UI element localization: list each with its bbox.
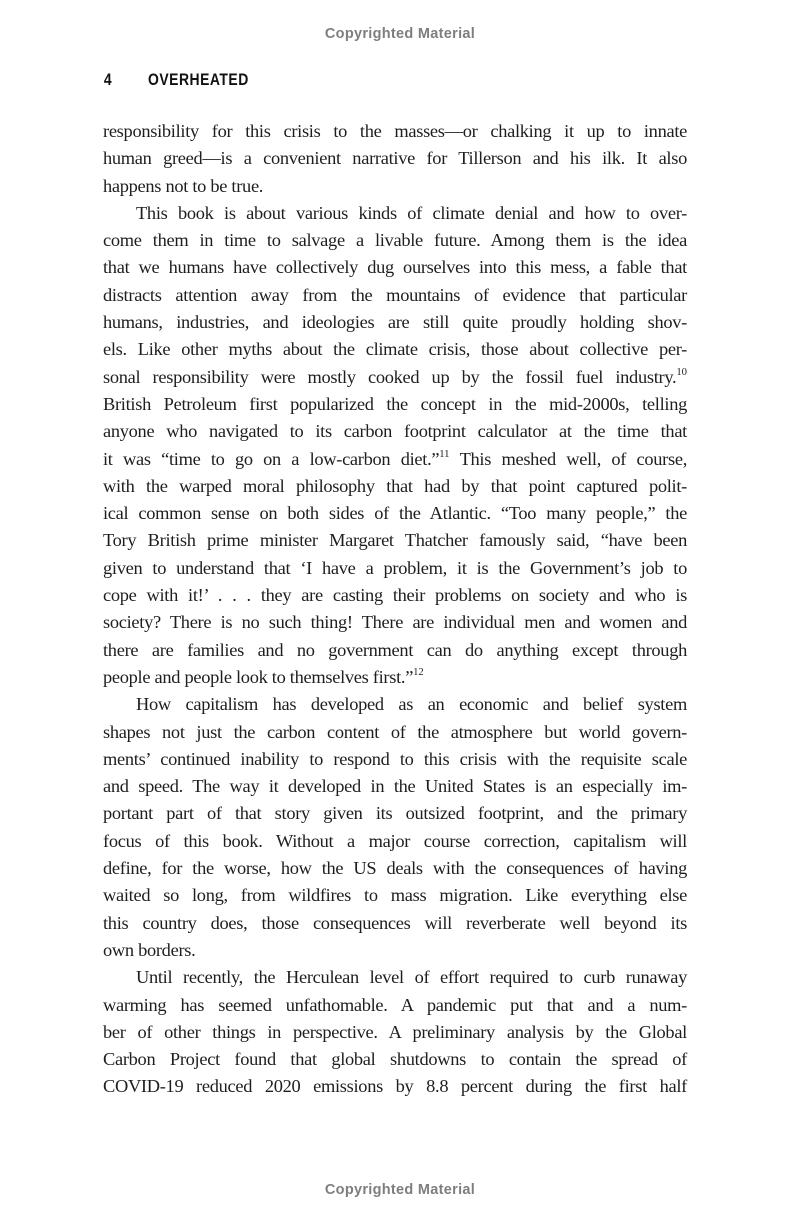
text-line [103,582,687,609]
text-segment: responsibility for this crisis to the masses—or chalking it up to innate [103,121,687,141]
text-segment: given to understand that ‘I have a problem, it is the Government’s job to [103,557,687,578]
body-text [103,118,687,1101]
text-line [103,1019,687,1046]
text-line [103,200,687,227]
text-segment: els. Like other myths about the climate crisis, those about collective per- [103,339,687,360]
text-line [103,937,687,964]
text-line [103,173,687,200]
text-segment: that we humans have collectively dug ourselves into this mess, a fable that [103,257,687,278]
text-line [103,336,687,363]
running-title: OVERHEATED [148,70,249,89]
text-line [103,992,687,1019]
text-segment: COVID-19 reduced 2020 emissions by 8.8 percent during the first half [103,1076,687,1097]
text-segment: define, for the worse, how the US deals with the consequences of having [103,858,687,879]
text-segment: British Petroleum first popularized the concept in the mid-2000s, telling [103,393,687,414]
text-line [103,746,687,773]
text-line [103,527,687,554]
text-segment: come them in time to salvage a livable future. Among them is the idea [103,230,687,251]
page-number: 4 [103,70,113,89]
paragraph [103,691,687,964]
text-segment: Until recently, the Herculean level of effort required to curb runaway [136,967,687,988]
text-line [103,364,687,391]
copyright-notice-top: Copyrighted Material [324,26,476,42]
text-line [103,828,687,855]
text-line [103,282,687,309]
text-segment: ments’ continued inability to respond to this crisis with the requisite scale [103,748,687,769]
text-line [103,446,687,473]
text-segment: happens not to be true. [103,175,264,196]
text-line [103,254,687,281]
text-line [103,609,687,636]
footnote-ref: 11 [439,447,450,460]
paragraph [103,964,687,1100]
text-line [103,664,687,691]
text-segment: How capitalism has developed as an economic and belief system [136,694,687,715]
text-line [103,500,687,527]
text-line [103,773,687,800]
text-segment: focus of this book. Without a major course correction, capitalism will [103,830,687,851]
text-segment: people and people look to themselves first.” [103,666,414,687]
text-segment: humans, industries, and ideologies are still quite proudly holding shov- [103,312,687,333]
text-segment: shapes not just the carbon content of the atmosphere but world govern- [103,721,687,742]
text-segment: ical common sense on both sides of the Atlantic. “Too many people,” the [103,503,687,524]
text-segment: cope with it!’ . . . they are casting their problems on society and who is [103,585,687,606]
text-segment: This meshed well, of course, [449,448,687,469]
text-segment: this country does, those consequences will reverberate well beyond its [103,912,687,933]
text-segment: portant part of that story given its outsized footprint, and the primary [103,803,687,824]
text-line [103,145,687,172]
text-segment: society? There is no such thing! There are individual men and women and [103,612,687,633]
text-segment: sonal responsibility were mostly cooked up by the fossil fuel industry. [103,366,677,387]
text-segment: This book is about various kinds of climate denial and how to over- [136,202,687,223]
footnote-ref: 10 [676,366,687,379]
text-segment: waited so long, from wildfires to mass migration. Like everything else [103,885,687,906]
text-line [103,118,687,145]
text-line [103,910,687,937]
text-segment: Carbon Project found that global shutdowns to contain the spread of [103,1049,687,1070]
text-segment: distracts attention away from the mountains of evidence that particular [103,284,687,305]
text-segment: and speed. The way it developed in the United States is an especially im- [103,776,687,797]
text-line [103,719,687,746]
text-segment: Tory British prime minister Margaret Thatcher famously said, “have been [103,530,687,551]
paragraph [103,118,687,200]
paragraph [103,200,687,691]
text-line [103,227,687,254]
footnote-ref: 12 [413,666,424,679]
text-segment: ber of other things in perspective. A preliminary analysis by the Global [103,1021,687,1042]
text-line [103,855,687,882]
text-line [103,555,687,582]
text-line [103,691,687,718]
text-segment: own borders. [103,939,196,960]
text-line [103,800,687,827]
text-line [103,309,687,336]
copyright-notice-bottom: Copyrighted Material [324,1182,476,1198]
text-segment: anyone who navigated to its carbon footprint calculator at the time that [103,421,687,442]
text-line [103,473,687,500]
running-head [103,70,260,90]
text-line [103,391,687,418]
text-line [103,964,687,991]
text-segment: with the warped moral philosophy that had by that point captured polit- [103,475,687,496]
text-segment: there are families and no government can do anything except through [103,639,687,660]
text-segment: human greed—is a convenient narrative for Tillerson and his ilk. It also [103,148,687,169]
text-line [103,882,687,909]
text-line [103,637,687,664]
text-line [103,1046,687,1073]
text-line [103,418,687,445]
text-line [103,1073,687,1100]
text-segment: it was “time to go on a low-carbon diet.” [103,448,440,469]
text-segment: warming has seemed unfathomable. A pandemic put that and a num- [103,994,687,1015]
